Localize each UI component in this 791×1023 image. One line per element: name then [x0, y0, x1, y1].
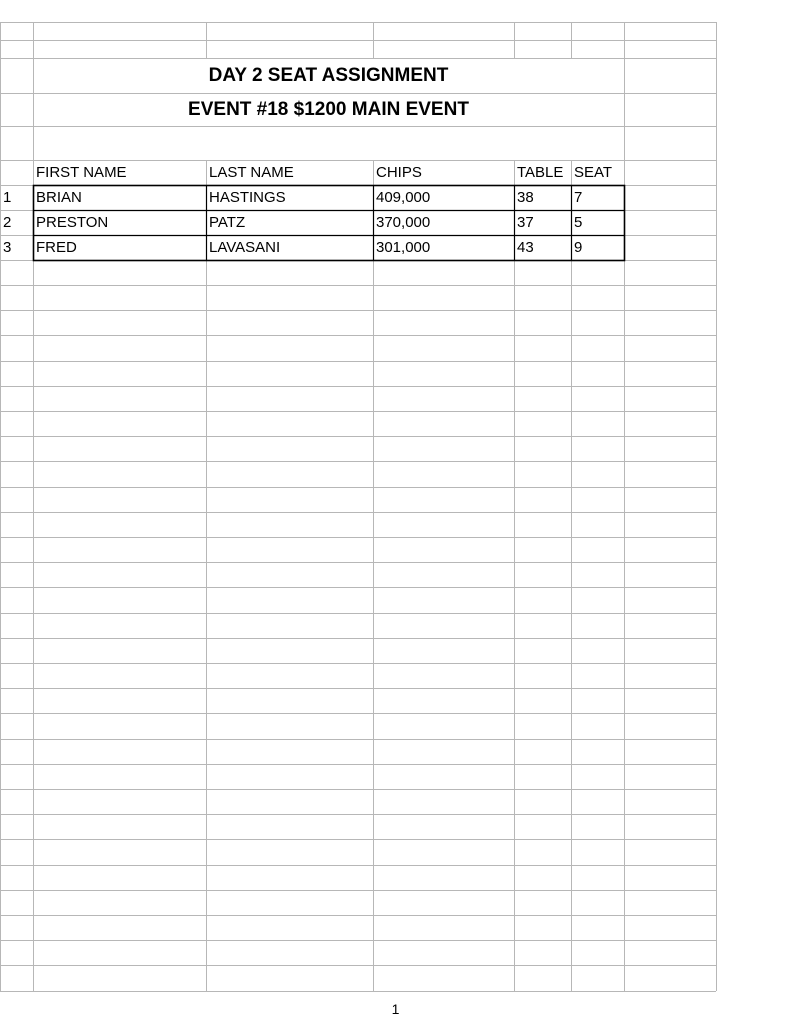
header-chips: CHIPS	[376, 164, 422, 181]
cell-table: 37	[517, 214, 534, 231]
cell-seat: 7	[574, 189, 583, 206]
cell-seat: 9	[574, 239, 583, 256]
cell-last-name: LAVASANI	[209, 239, 281, 256]
row-number: 2	[3, 214, 12, 231]
sheet-title: DAY 2 SEAT ASSIGNMENT	[208, 65, 449, 86]
cell-seat: 5	[574, 214, 583, 231]
page-number: 1	[391, 1001, 400, 1017]
header-first-name: FIRST NAME	[36, 164, 127, 181]
sheet-subtitle: EVENT #18 $1200 MAIN EVENT	[188, 99, 469, 120]
cell-chips: 409,000	[376, 189, 431, 206]
row-number: 3	[3, 239, 12, 256]
header-seat: SEAT	[574, 164, 613, 181]
cell-table: 38	[517, 189, 534, 206]
cell-first-name: BRIAN	[36, 189, 82, 206]
cell-last-name: PATZ	[209, 214, 246, 231]
cell-table: 43	[517, 239, 534, 256]
cell-first-name: FRED	[36, 239, 77, 256]
cell-chips: 301,000	[376, 239, 431, 256]
row-number: 1	[3, 189, 12, 206]
cell-first-name: PRESTON	[36, 214, 109, 231]
header-table: TABLE	[517, 164, 564, 181]
cell-last-name: HASTINGS	[209, 189, 286, 206]
header-last-name: LAST NAME	[209, 164, 294, 181]
cell-chips: 370,000	[376, 214, 431, 231]
